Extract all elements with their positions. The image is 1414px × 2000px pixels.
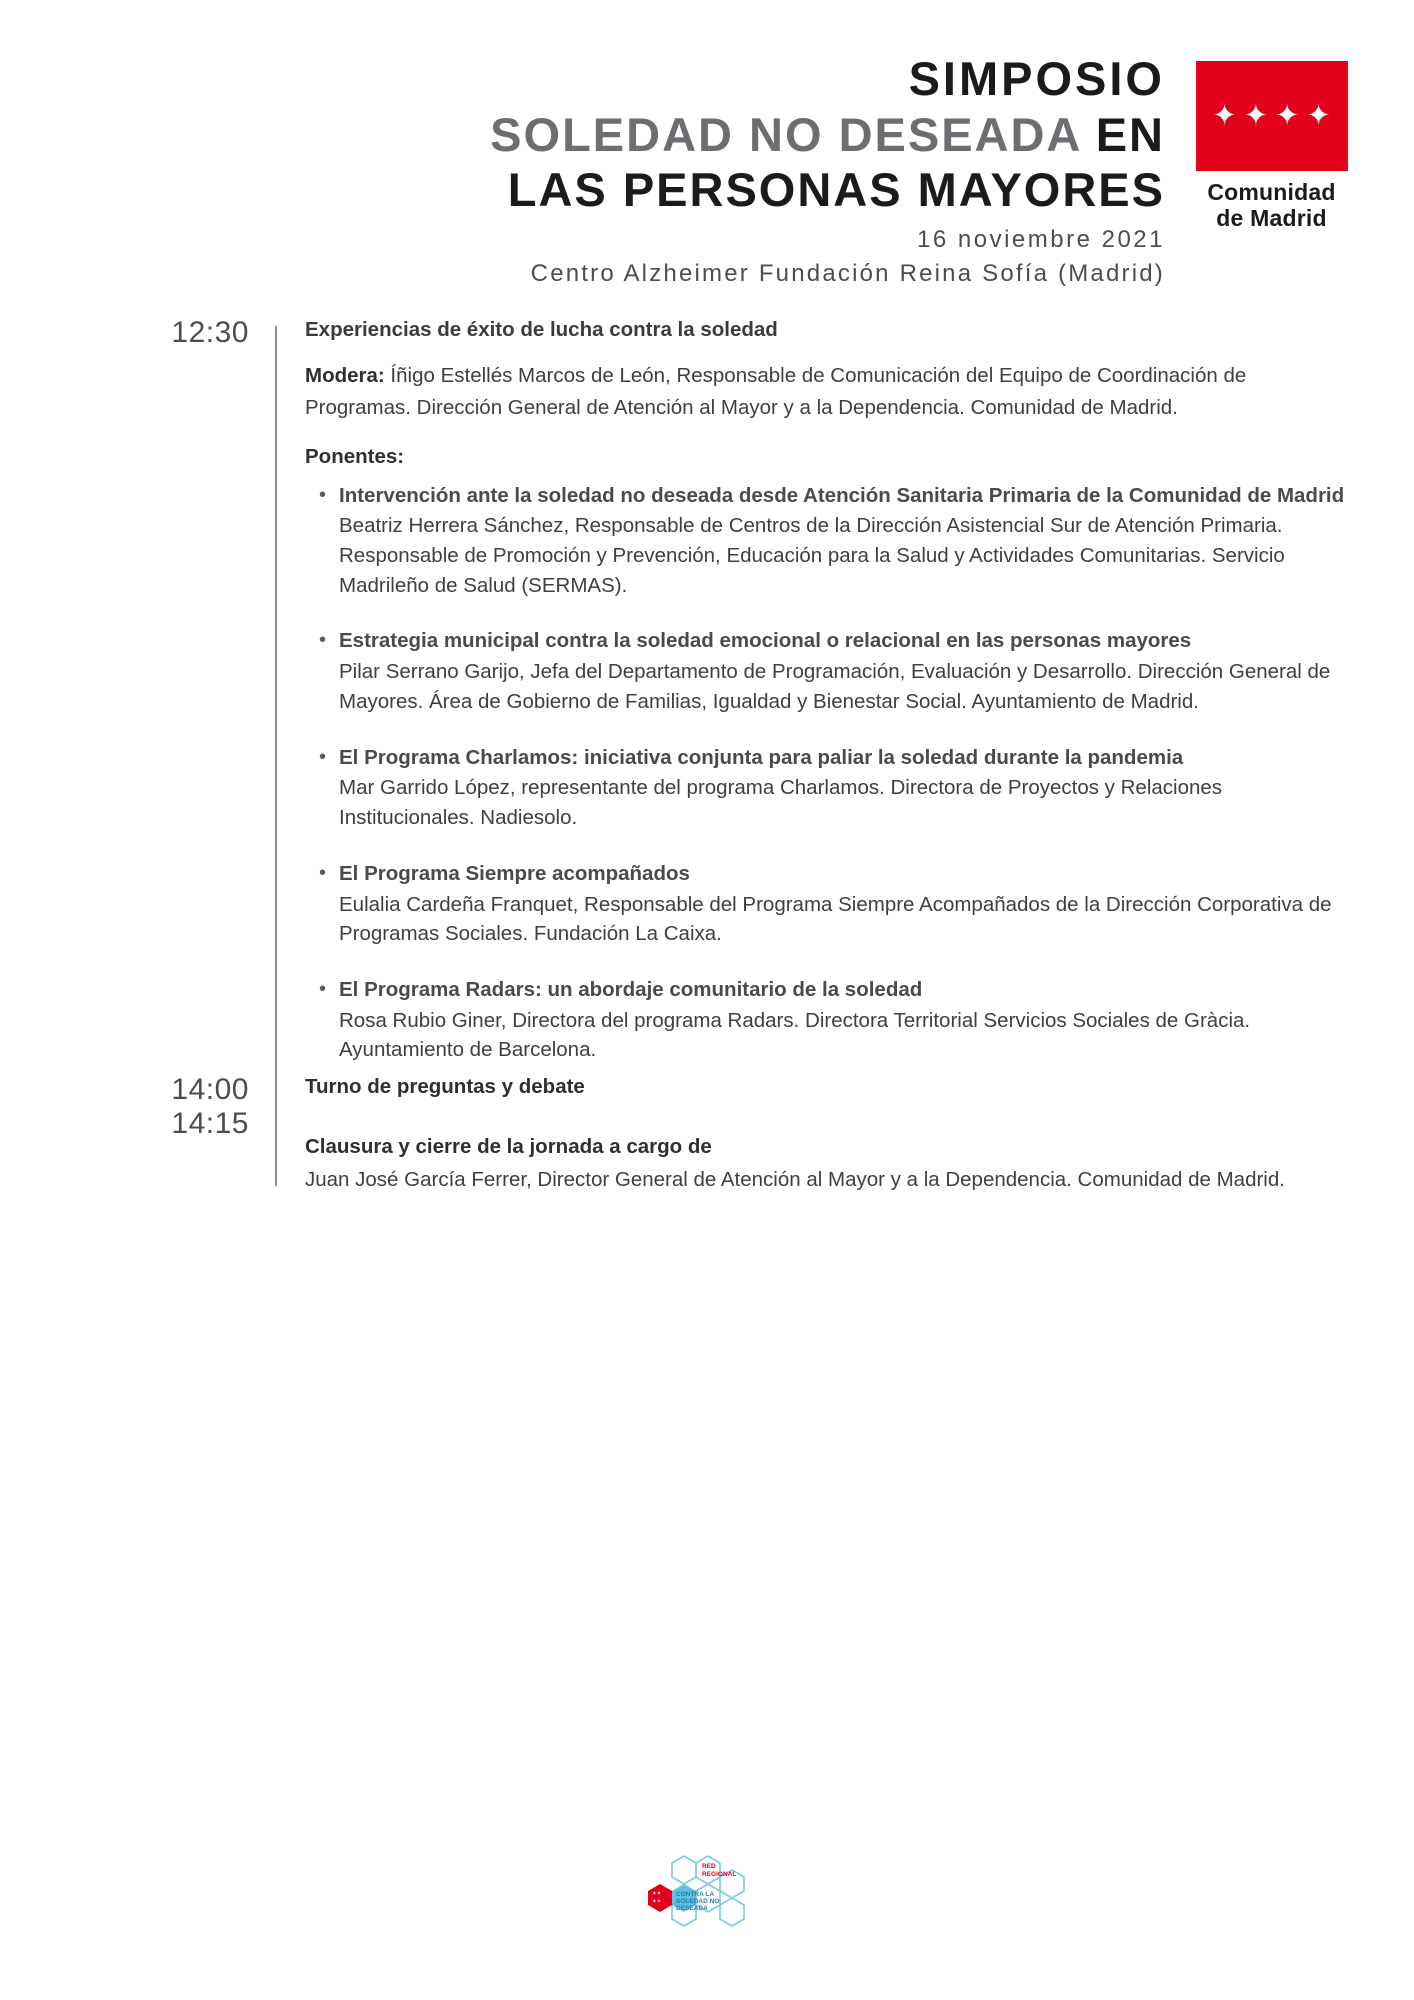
speaker-title: • El Programa Siempre acompañados [339,861,690,885]
speaker-title: • El Programa Radars: un abordaje comunitario de la soledad [339,977,923,1001]
list-item [339,743,1354,833]
red-regional-logo [622,1838,792,1948]
speaker-title: • Estrategia municipal contra la soledad emocional o relacional en las personas mayores [339,629,1192,653]
footer [0,1838,1414,1948]
red-regional-logo-svg [622,1838,792,1948]
stars-group [1212,99,1331,132]
footer-text-line-3: CONTRA LA [676,1891,715,1898]
star-icon: ✦ [1243,99,1268,132]
logo-red-block [1196,61,1348,171]
star-icon: ✦ [1275,99,1300,132]
moderator-paragraph [305,360,1354,425]
list-item [339,626,1354,716]
agenda-grid [60,316,1354,1197]
agenda-time-2: 14:00 [171,1073,249,1107]
list-item [339,975,1354,1065]
agenda-divider-line [275,326,277,1185]
agenda-heading-3: Clausura y cierre de la jornada a cargo de [305,1135,712,1159]
event-date: 16 noviembre 2021 [917,226,1165,254]
logo-text-line-2: de Madrid [1216,204,1327,231]
comunidad-de-madrid-logo [1189,55,1354,232]
star-icon: ✦ [1212,99,1237,132]
speaker-title: • El Programa Charlamos: iniciativa conjunta para paliar la soledad durante la pandemia [339,745,1184,769]
footer-text-line-5: DESEADA [676,1905,708,1912]
agenda-time-1: 12:30 [171,316,249,350]
agenda-item-1 [275,316,1354,1073]
agenda-time-3: 14:15 [171,1107,249,1141]
list-item [339,481,1354,601]
moderator-text: Íñigo Estellés Marcos de León, Responsable de Comunicación del Equipo de Coordinación de Programas. Dirección General de Atención al Mayor y a la Dependencia. Comunidad de Madrid. [305,363,1247,420]
footer-text-line-4: SOLEDAD NO [676,1898,720,1905]
speaker-description: Eulalia Cardeña Franquet, Responsable del Programa Siempre Acompañados de la Dirección Corporativa de Programas Sociales. Fundación La Caixa. [339,892,1332,946]
list-item [339,859,1354,949]
agenda-heading-2: Turno de preguntas y debate [305,1075,585,1099]
poster-header [0,0,1414,288]
title-line-2-black: EN [1080,107,1165,161]
logo-text-line-1: Comunidad [1207,179,1336,205]
title-line-2 [60,109,1165,162]
footer-star-icon: ✦✦ [652,1891,662,1897]
speaker-description: Mar Garrido López, representante del programa Charlamos. Directora de Proyectos y Relaciones Institucionales. Nadiesolo. [339,776,1223,830]
title-line-2-grey: SOLEDAD NO DESEADA [490,107,1081,161]
footer-star-icon: ✦✦ [652,1899,662,1905]
speaker-description: Rosa Rubio Giner, Directora del programa Radars. Directora Territorial Servicios Sociales de Gràcia. Ayuntamiento de Barcelona. [339,1008,1251,1062]
agenda-section [0,316,1414,1197]
footer-text-line-1: RED [702,1863,716,1870]
moderator-label: Modera: [305,363,385,387]
speakers-list [305,481,1354,1066]
event-location: Centro Alzheimer Fundación Reina Sofía (Madrid) [530,260,1165,288]
page-title: SIMPOSIO [908,52,1165,105]
agenda-item-2 [275,1073,1354,1107]
logo-text [1189,180,1354,232]
agenda-item-3 [275,1107,1354,1197]
speaker-description: Beatriz Herrera Sánchez, Responsable de Centros de la Dirección Asistencial Sur de Atención Primaria. Responsable de Promoción y Prevención, Educación para la Salud y Actividades Comunitarias. Servicio Madrileño de Salud (SERMAS). [339,514,1285,597]
title-line-3: LAS PERSONAS MAYORES [507,162,1165,216]
title-block [60,52,1189,288]
agenda-heading-1: Experiencias de éxito de lucha contra la soledad [305,318,778,342]
speaker-title: • Intervención ante la soledad no deseada desde Atención Sanitaria Primaria de la Comunidad de Madrid [339,483,1345,507]
speakers-label: Ponentes: [305,444,405,468]
footer-text-line-2: REGIONAL [702,1871,737,1878]
agenda-description-3: Juan José García Ferrer, Director General de Atención al Mayor y a la Dependencia. Comunidad de Madrid. [305,1167,1285,1191]
speaker-description: Pilar Serrano Garijo, Jefa del Departamento de Programación, Evaluación y Desarrollo. Dirección General de Mayores. Área de Gobierno de Familias, Igualdad y Bienestar Social. Ayuntamiento de Madrid. [339,660,1331,713]
star-icon: ✦ [1306,99,1331,132]
